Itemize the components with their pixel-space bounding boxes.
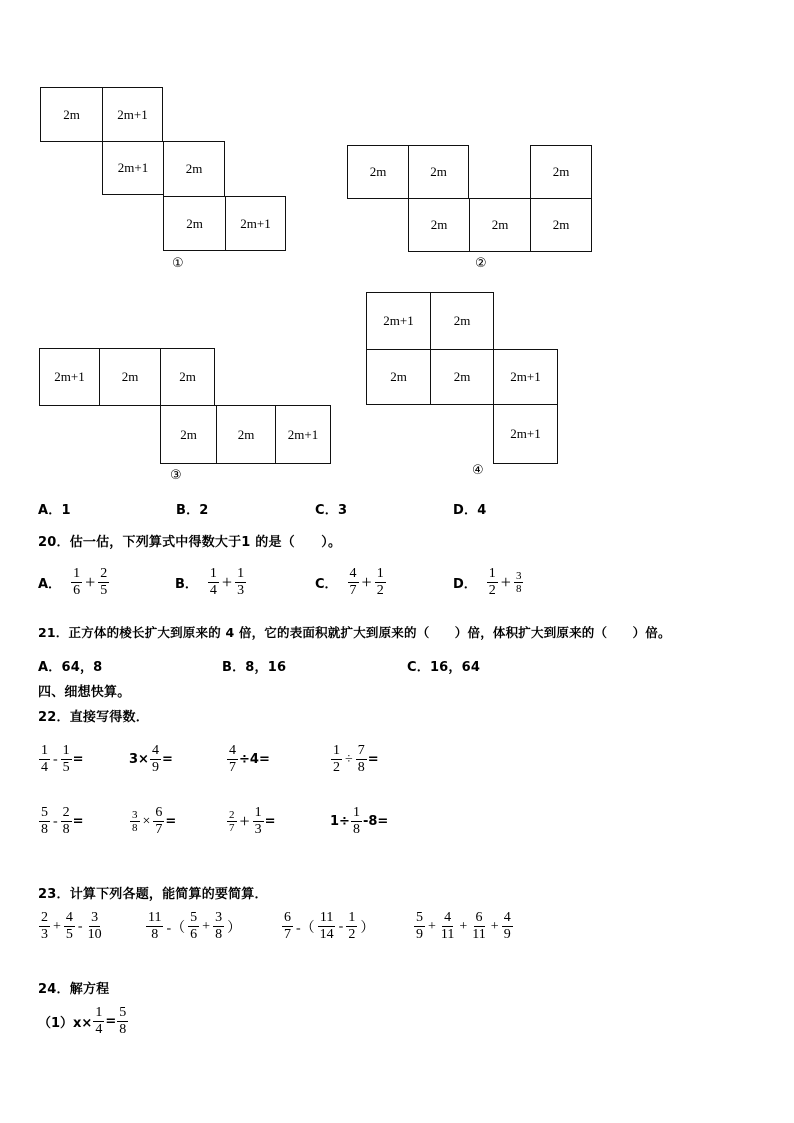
q22-item: $\frac{2}{7}$ + $\frac{1}{3}$ = [229, 805, 276, 837]
q22-item: $\frac{3}{8}$ × $\frac{6}{7}$ = [132, 805, 177, 837]
q24-stem: 24．解方程 [38, 982, 110, 997]
q21-stem: 21．正方体的棱长扩大到原来的 4 倍，它的表面积就扩大到原来的（ ）倍，体积扩大到原来的（ ）倍。 [38, 625, 671, 640]
q24-eq1: （1）x× $\frac{1}{4}$ = $\frac{5}{8}$ [38, 1005, 127, 1037]
net2-cell: 2m [408, 145, 469, 199]
net1-cell: 2m+1 [102, 141, 164, 195]
fraction: $\frac{3}{8}$ [132, 809, 138, 834]
fraction: $\frac{1}{5}$ [62, 743, 70, 775]
q23-item-4: $\frac{5}{9}$ + $\frac{4}{11}$ + $\frac{6}{11}$ + $\frac{4}{9}$ [416, 910, 511, 942]
q20-option-letter: A． [38, 577, 62, 592]
net4-cell: 2m [366, 349, 431, 405]
net4-cell: 2m [430, 349, 494, 405]
fraction: $\frac{4}{7}$ [349, 566, 357, 598]
q19-option-c[interactable]: C．3 [315, 503, 348, 518]
section-heading: 四、细想快算。 [38, 685, 131, 700]
q20-option-a[interactable] [38, 566, 110, 599]
operator: + [85, 572, 96, 592]
operator: + [221, 572, 233, 592]
operator: + [500, 572, 511, 592]
net3-label: ③ [170, 468, 182, 483]
fraction: $\frac{2}{5}$ [100, 566, 108, 598]
fraction: $\frac{1}{2}$ [333, 743, 340, 775]
fraction: $\frac{7}{8}$ [357, 743, 365, 775]
net3-cell: 2m [216, 405, 276, 464]
fraction: $\frac{2}{8}$ [62, 805, 70, 837]
q22-stem: 22．直接写得数． [38, 710, 149, 725]
q20-stem: 20．估一估，下列算式中得数大于1 的是（ ）。 [38, 535, 342, 550]
q23-item-2: $\frac{11}{8}$ -（ $\frac{5}{6}$ + $\frac{3}{8}$ ） [148, 910, 242, 942]
net4-cell: 2m [430, 292, 494, 350]
fraction: $\frac{1}{4}$ [209, 566, 217, 598]
net4-cell: 2m+1 [366, 292, 431, 350]
q20-option-letter: C． [315, 577, 338, 592]
fraction: $\frac{1}{3}$ [254, 805, 262, 837]
fraction: $\frac{1}{6}$ [73, 566, 81, 598]
net4-cell: 2m+1 [493, 349, 558, 405]
q22-item: $\frac{4}{7}$ ÷4= [229, 743, 270, 775]
q21-option-b[interactable]: B．8，16 [222, 660, 287, 675]
net1-cell: 2m [163, 196, 226, 251]
q20-option-c[interactable] [315, 566, 387, 599]
fraction: $\frac{1}{4}$ [41, 743, 48, 775]
q22-item: 1÷ $\frac{1}{8}$ -8= [330, 805, 389, 837]
q23-item-3: $\frac{6}{7}$ -（ $\frac{11}{14}$ - $\frac{1}{2}$ ） [284, 910, 375, 942]
q22-item: $\frac{1}{4}$ - $\frac{1}{5}$ = [41, 743, 84, 775]
net1-cell: 2m+1 [102, 87, 163, 142]
net3-cell: 2m+1 [275, 405, 331, 464]
q21-option-c[interactable]: C．16，64 [407, 660, 481, 675]
fraction: $\frac{1}{8}$ [352, 805, 360, 837]
net4-cell: 2m+1 [493, 404, 558, 464]
fraction: $\frac{5}{8}$ [119, 1005, 127, 1037]
net2-cell: 2m [530, 145, 592, 199]
fraction: $\frac{2}{7}$ [229, 809, 235, 834]
net2-cell: 2m [469, 198, 531, 252]
net3-cell: 2m [99, 348, 161, 406]
q20-option-d[interactable] [453, 566, 524, 599]
net2-cell: 2m [408, 198, 470, 252]
fraction: $\frac{1}{3}$ [237, 566, 245, 598]
q20-option-letter: B． [175, 577, 198, 592]
operator: + [361, 572, 372, 592]
fraction: $\frac{1}{4}$ [95, 1005, 103, 1037]
fraction: $\frac{5}{8}$ [41, 805, 48, 837]
fraction: $\frac{4}{9}$ [151, 743, 159, 775]
q19-option-b[interactable]: B．2 [176, 503, 209, 518]
net1-label: ① [172, 256, 184, 271]
q22-item: 3× $\frac{4}{9}$ = [129, 743, 173, 775]
net2-label: ② [475, 256, 487, 271]
net4-label: ④ [472, 463, 484, 478]
q19-option-a[interactable]: A．1 [38, 503, 71, 518]
net1-cell: 2m [163, 141, 225, 197]
fraction: $\frac{6}{7}$ [155, 805, 163, 837]
fraction: $\frac{1}{2}$ [488, 566, 496, 598]
q21-option-a[interactable]: A．64，8 [38, 660, 103, 675]
net1-cell: 2m [40, 87, 103, 142]
q23-item-1: $\frac{2}{3}$ + $\frac{4}{5}$ - $\frac{3}{10}$ [41, 910, 102, 942]
q23-stem: 23．计算下列各题，能简算的要简算． [38, 887, 268, 902]
net3-cell: 2m [160, 348, 215, 406]
fraction: $\frac{1}{2}$ [376, 566, 384, 598]
q19-option-d[interactable]: D．4 [453, 503, 487, 518]
q22-item: $\frac{5}{8}$ - $\frac{2}{8}$ = [41, 805, 84, 837]
net2-cell: 2m [530, 198, 592, 252]
net2-cell: 2m [347, 145, 409, 199]
net3-cell: 2m [160, 405, 217, 464]
q20-option-b[interactable] [175, 566, 247, 599]
net1-cell: 2m+1 [225, 196, 286, 251]
fraction: $\frac{4}{7}$ [229, 743, 236, 775]
fraction: $\frac{3}{8}$ [515, 570, 522, 595]
q22-item: $\frac{1}{2}$ ÷ $\frac{7}{8}$ = [333, 743, 379, 775]
q20-option-letter: D． [453, 577, 477, 592]
net3-cell: 2m+1 [39, 348, 100, 406]
